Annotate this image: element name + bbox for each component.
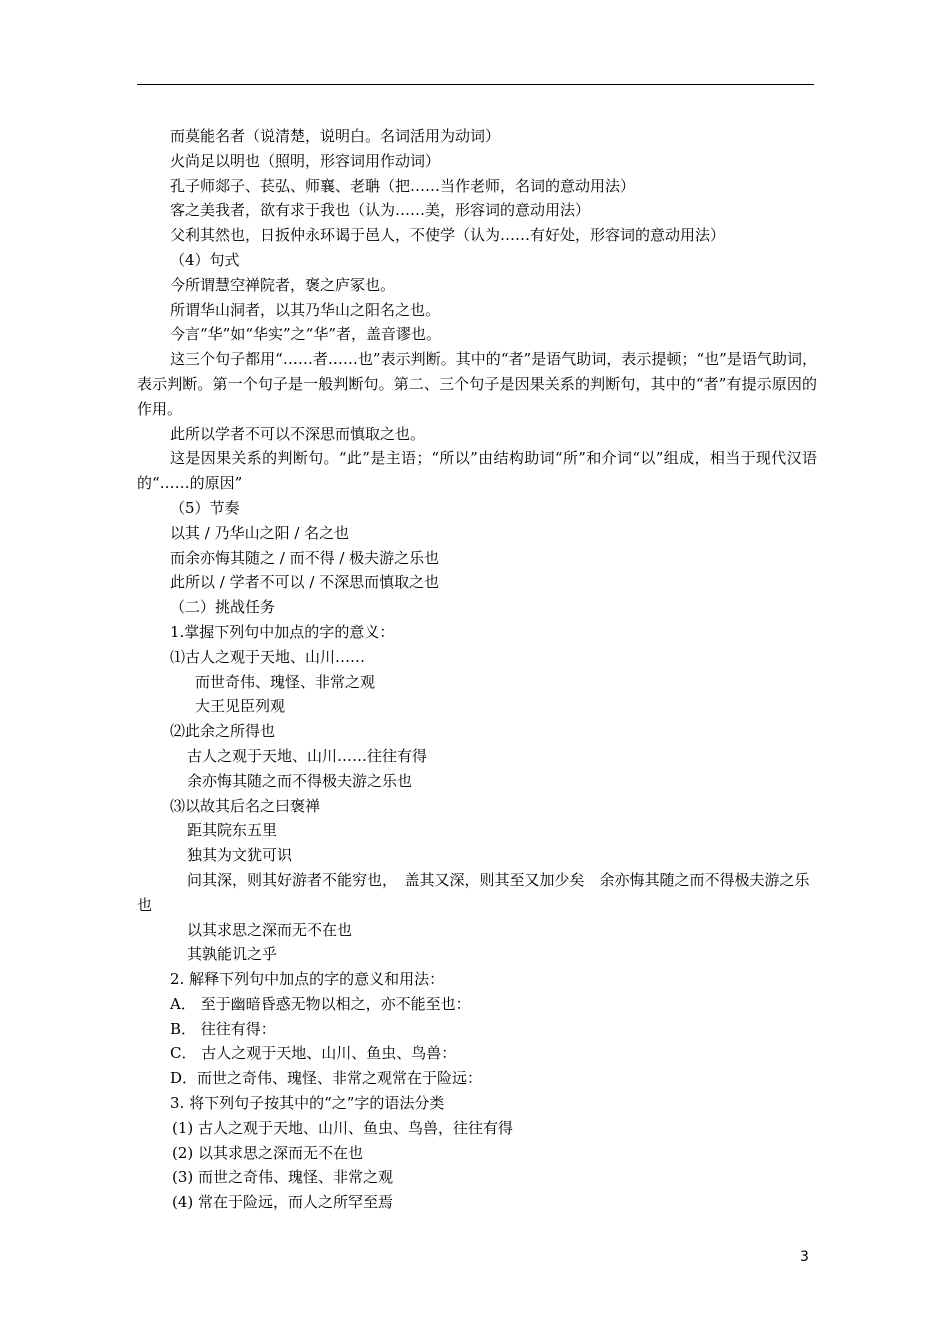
section-heading: （二）挑战任务 [170, 598, 276, 617]
paragraph: 问其深，则其好游者不能穷也， 盖其又深，则其至又加少矣 余亦悔其随之而不得极夫游之乐也 [137, 870, 810, 914]
text-line: 所谓华山洞者，以其乃华山之阳名之也。 [170, 300, 441, 319]
list-item: (2) 以其求思之深而无不在也 [172, 1143, 364, 1162]
header-rule [137, 84, 814, 85]
paragraph: 这三个句子都用“……者……也”表示判断。其中的“者”是语气助词，表示提顿；“也”是语气助词，表示判断。第一个句子是一般判断句。第二、三个句子是因果关系的判断句，其中的“者”有提示原因的作用。 [137, 350, 817, 418]
page-number: 3 [800, 1249, 809, 1265]
text-line: 而世奇伟、瑰怪、非常之观 [195, 672, 376, 691]
text-line: 而余亦悔其随之 / 而不得 / 极夫游之乐也 [170, 548, 440, 567]
question-title: 1.掌握下列句中加点的字的意义： [170, 622, 395, 641]
text-line: ⑶以故其后名之曰褒禅 [170, 796, 321, 815]
text-line: 古人之观于天地、山川……往往有得 [187, 746, 428, 765]
text-line: 以其 / 乃华山之阳 / 名之也 [170, 523, 350, 542]
text-line: 其孰能讥之乎 [187, 945, 278, 964]
question-title: 3. 将下列句子按其中的“之”字的语法分类 [170, 1094, 445, 1113]
paragraph: 这是因果关系的判断句。“此”是主语；“所以”由结构助词“所”和介词“以”组成，相当于现代汉语的“……的原因” [137, 449, 817, 493]
section-heading: （5）节奏 [170, 498, 240, 517]
option-b: B． 往往有得： [170, 1019, 276, 1038]
list-item: (3) 而世之奇伟、瑰怪、非常之观 [172, 1168, 394, 1187]
text-line: 大王见臣列观 [195, 697, 286, 716]
text-line: 火尚足以明也（照明，形容词用作动词） [170, 151, 441, 170]
text-line: ⑵此余之所得也 [170, 722, 276, 741]
option-d: D．而世之奇伟、瑰怪、非常之观常在于险远： [170, 1069, 483, 1088]
text-line: 独其为文犹可识 [187, 846, 293, 865]
option-c: C． 古人之观于天地、山川、鱼虫、鸟兽： [170, 1044, 457, 1063]
section-heading: （4）句式 [170, 250, 240, 269]
text-line: 余亦悔其随之而不得极夫游之乐也 [187, 771, 413, 790]
text-line: 以其求思之深而无不在也 [187, 920, 353, 939]
option-a: A． 至于幽暗昏惑无物以相之，亦不能至也： [170, 994, 471, 1013]
text-line: 而莫能名者（说清楚，说明白。名词活用为动词） [170, 127, 501, 145]
text-line: 父利其然也，日扳仲永环谒于邑人，不使学（认为……有好处，形容词的意动用法） [170, 226, 726, 245]
text-line: 今言“华”如“华实”之“华”者，盖音谬也。 [170, 325, 442, 344]
document-body [137, 124, 817, 1215]
text-line: 此所以 / 学者不可以 / 不深思而慎取之也 [170, 573, 440, 592]
text-line: 孔子师郯子、苌弘、师襄、老聃（把……当作老师，名词的意动用法） [170, 176, 636, 195]
text-line: 客之美我者，欲有求于我也（认为……美，形容词的意动用法） [170, 201, 591, 220]
text-line: 今所谓慧空禅院者，褒之庐冢也。 [170, 275, 396, 294]
text-line: 距其院东五里 [187, 821, 278, 840]
text-line: 此所以学者不可以不深思而慎取之也。 [170, 424, 426, 443]
list-item: (4) 常在于险远，而人之所罕至焉 [172, 1193, 394, 1212]
text-line: ⑴古人之观于天地、山川…… [170, 647, 366, 666]
list-item: (1) 古人之观于天地、山川、鱼虫、鸟兽，往往有得 [172, 1118, 514, 1137]
question-title: 2. 解释下列句中加点的字的意义和用法： [170, 970, 445, 989]
